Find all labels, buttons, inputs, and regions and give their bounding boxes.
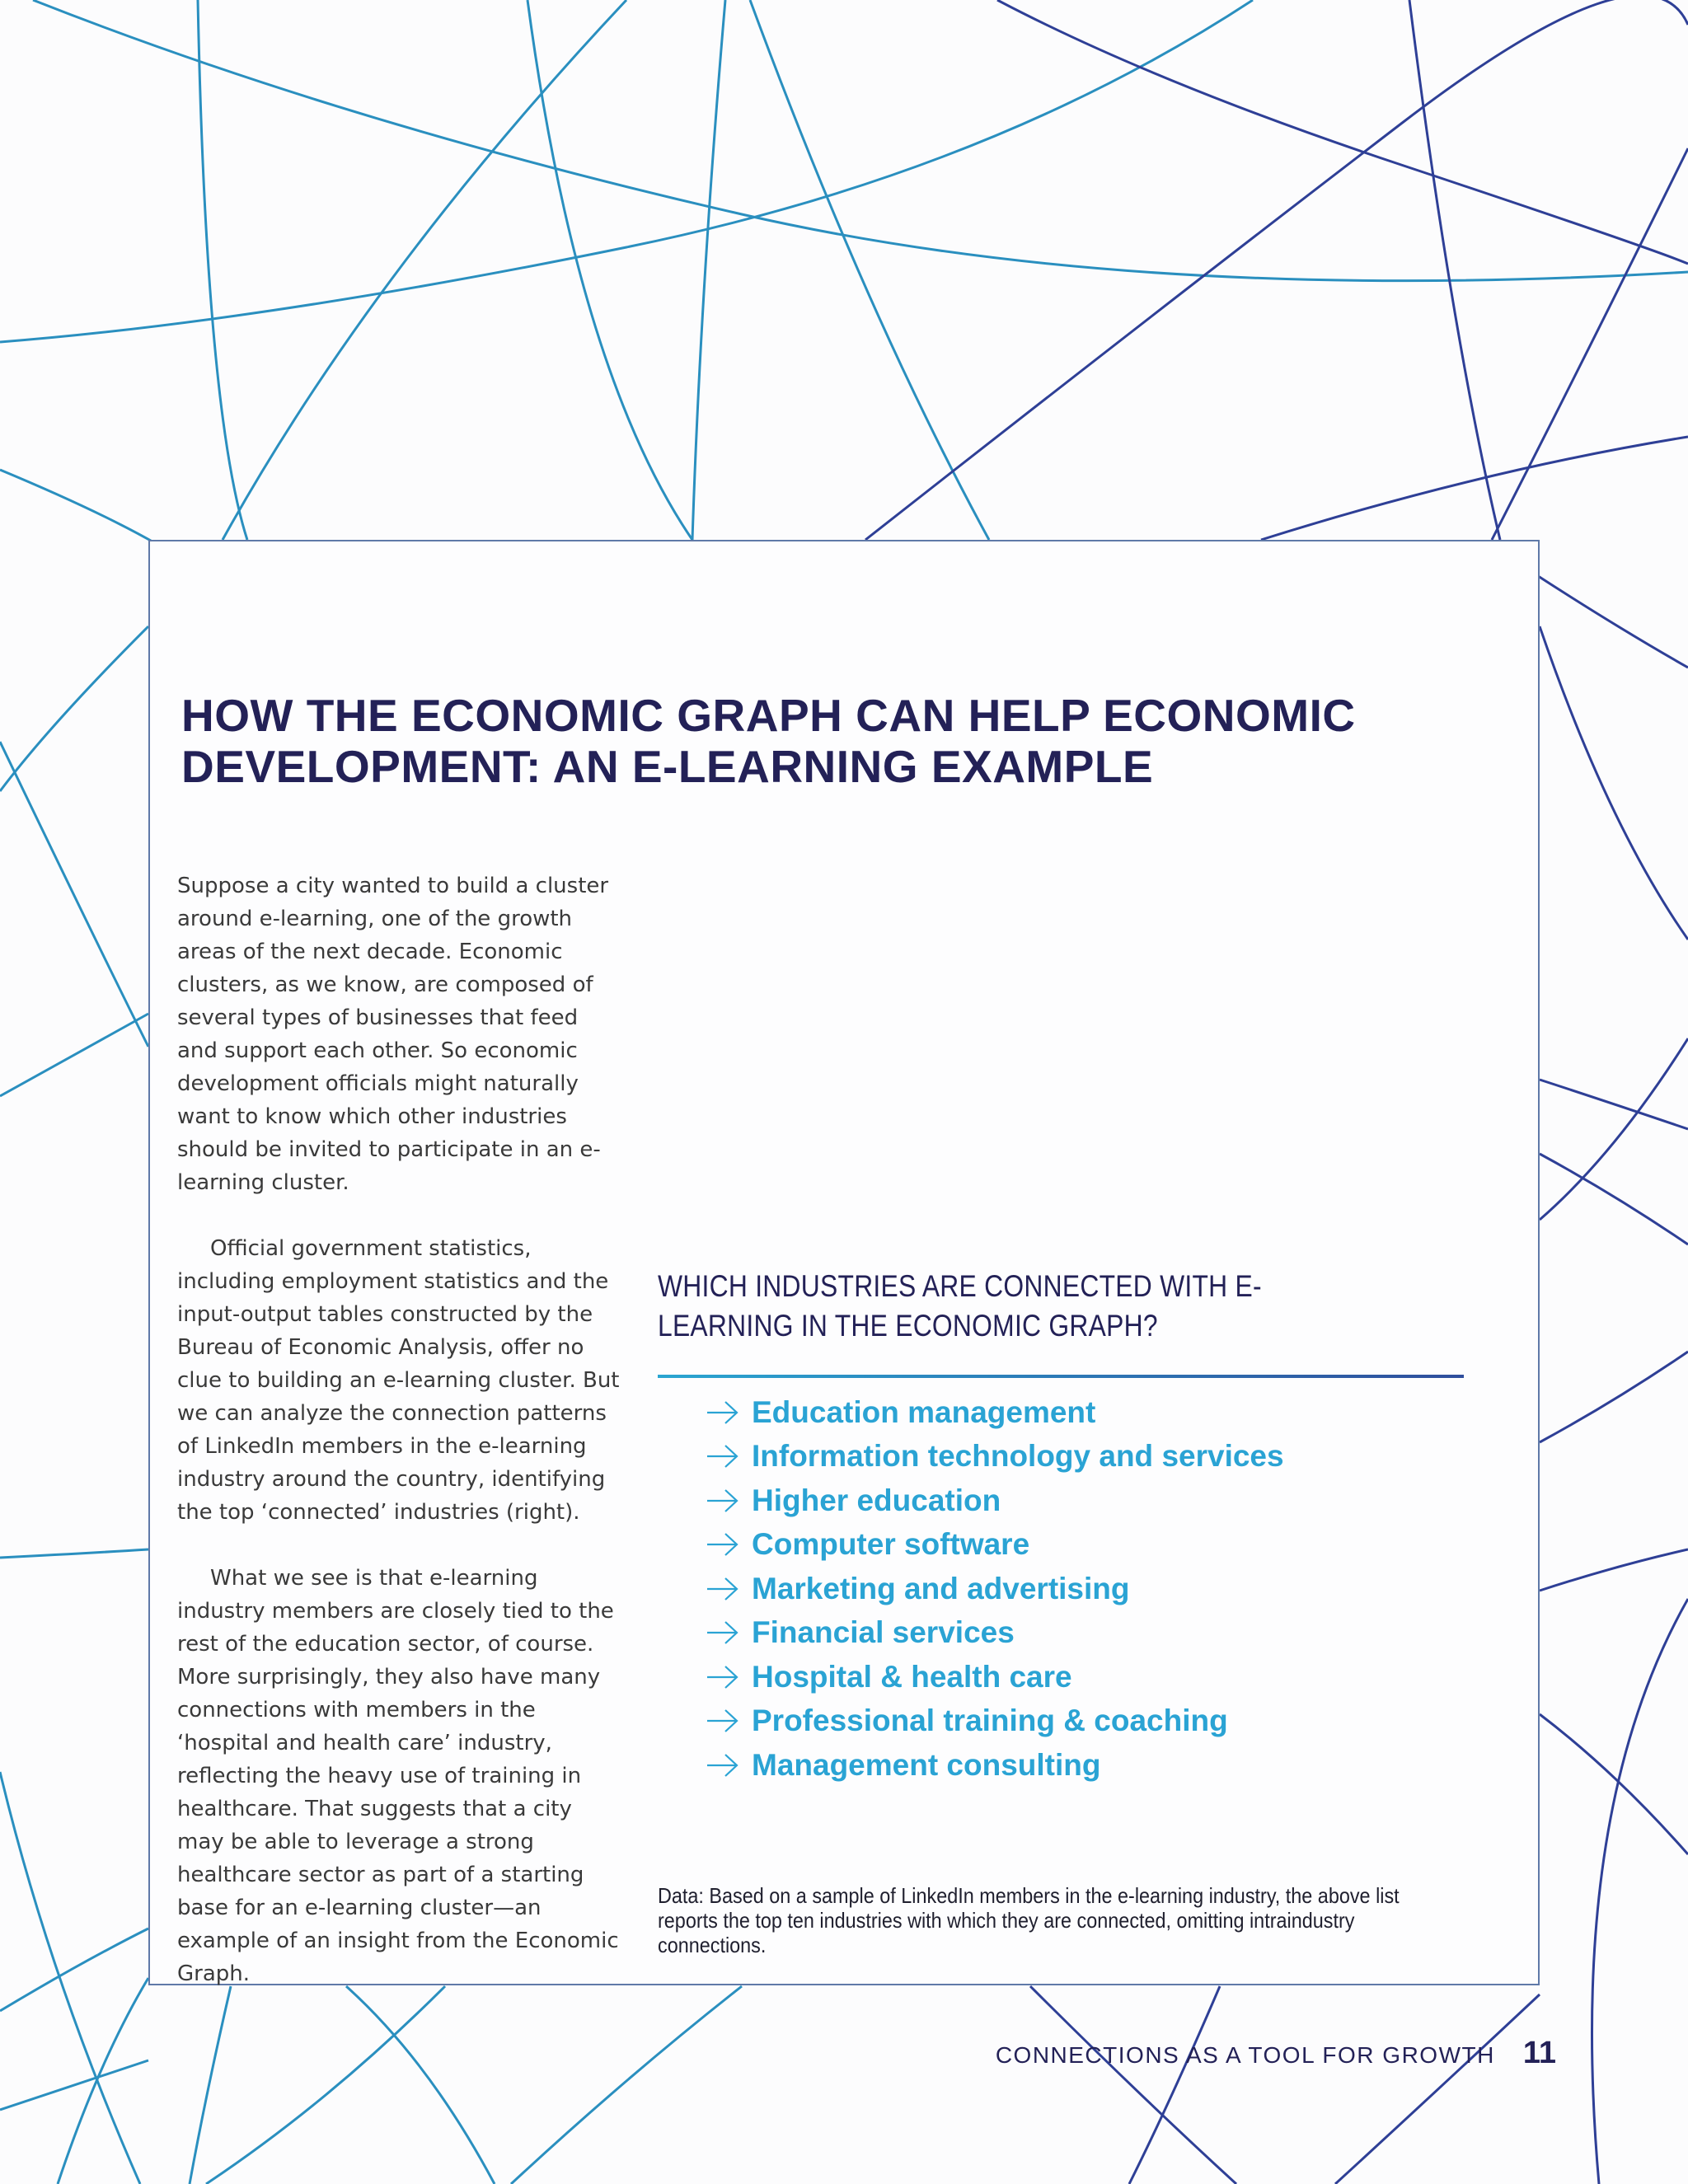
list-item [706, 1523, 1284, 1568]
arrow-right-icon [706, 1619, 740, 1646]
list-item [706, 1435, 1284, 1479]
industry-list [706, 1390, 1284, 1788]
list-item [706, 1743, 1284, 1788]
list-item [706, 1699, 1284, 1744]
body-paragraph: What we see is that e-learning industry members are closely tied to the rest of the education sector, of course. More surprisingly, they also have many connections with members in the ‘hospital and health care’ industry, reflecting the heavy use of training in healthcare. That suggests that a city may be able to leverage a strong healthcare sector as part of a starting base for an e-learning cluster—an example of an insight from the Economic Graph. [177, 1566, 619, 1986]
page-title: HOW THE ECONOMIC GRAPH CAN HELP ECONOMIC DEVELOPMENT: AN E-LEARNING EXAMPLE [181, 690, 1356, 792]
list-item [706, 1479, 1284, 1523]
industry-label: Hospital & health care [752, 1659, 1072, 1694]
industry-label: Marketing and advertising [752, 1571, 1130, 1605]
arrow-right-icon [706, 1443, 740, 1469]
arrow-right-icon [706, 1576, 740, 1602]
industry-label: Financial services [752, 1615, 1015, 1650]
industry-label: Professional training & coaching [752, 1704, 1228, 1738]
body-paragraph: Suppose a city wanted to build a cluster around e-learning, one of the growth areas of the next decade. Economic clusters, as we know, are composed of several types of businesses that feed and support each other. So economic development officials might naturally want to know which other industries should be invited to participate in an e-learning cluster. [177, 874, 609, 1195]
sidebar-divider [658, 1375, 1464, 1378]
industry-label: Computer software [752, 1527, 1030, 1562]
arrow-right-icon [706, 1708, 740, 1734]
list-item [706, 1390, 1284, 1435]
industry-label: Higher education [752, 1483, 1001, 1517]
industry-label: Management consulting [752, 1747, 1101, 1782]
arrow-right-icon [706, 1664, 740, 1690]
page-footer [996, 2036, 1556, 2071]
list-item [706, 1567, 1284, 1611]
body-text-column [177, 869, 622, 2023]
industry-label: Education management [752, 1394, 1096, 1429]
arrow-right-icon [706, 1488, 740, 1514]
body-paragraph: Official government statistics, including employment statistics and the input-output tables constructed by the Bureau of Economic Analysis, offer no clue to building an e-learning cluster. But we can analyze the connection patterns of LinkedIn members in the e-learning industry around the country, identifying the top ‘connected’ industries (right). [177, 1236, 620, 1525]
industry-label: Information technology and services [752, 1439, 1284, 1474]
page-number: 11 [1522, 2036, 1556, 2070]
arrow-right-icon [706, 1531, 740, 1558]
data-source-note: Data: Based on a sample of LinkedIn members in the e-learning industry, the above list reports the top ten industries with which they are connected, omitting intraindustry connections. [658, 1883, 1400, 1957]
sidebar-title: WHICH INDUSTRIES ARE CONNECTED WITH E-LEARNING IN THE ECONOMIC GRAPH? [658, 1269, 1262, 1343]
list-item [706, 1655, 1284, 1699]
arrow-right-icon [706, 1399, 740, 1426]
arrow-right-icon [706, 1752, 740, 1779]
content-panel [148, 540, 1540, 1985]
running-title: CONNECTIONS AS A TOOL FOR GROWTH [995, 2042, 1495, 2068]
list-item [706, 1611, 1284, 1656]
